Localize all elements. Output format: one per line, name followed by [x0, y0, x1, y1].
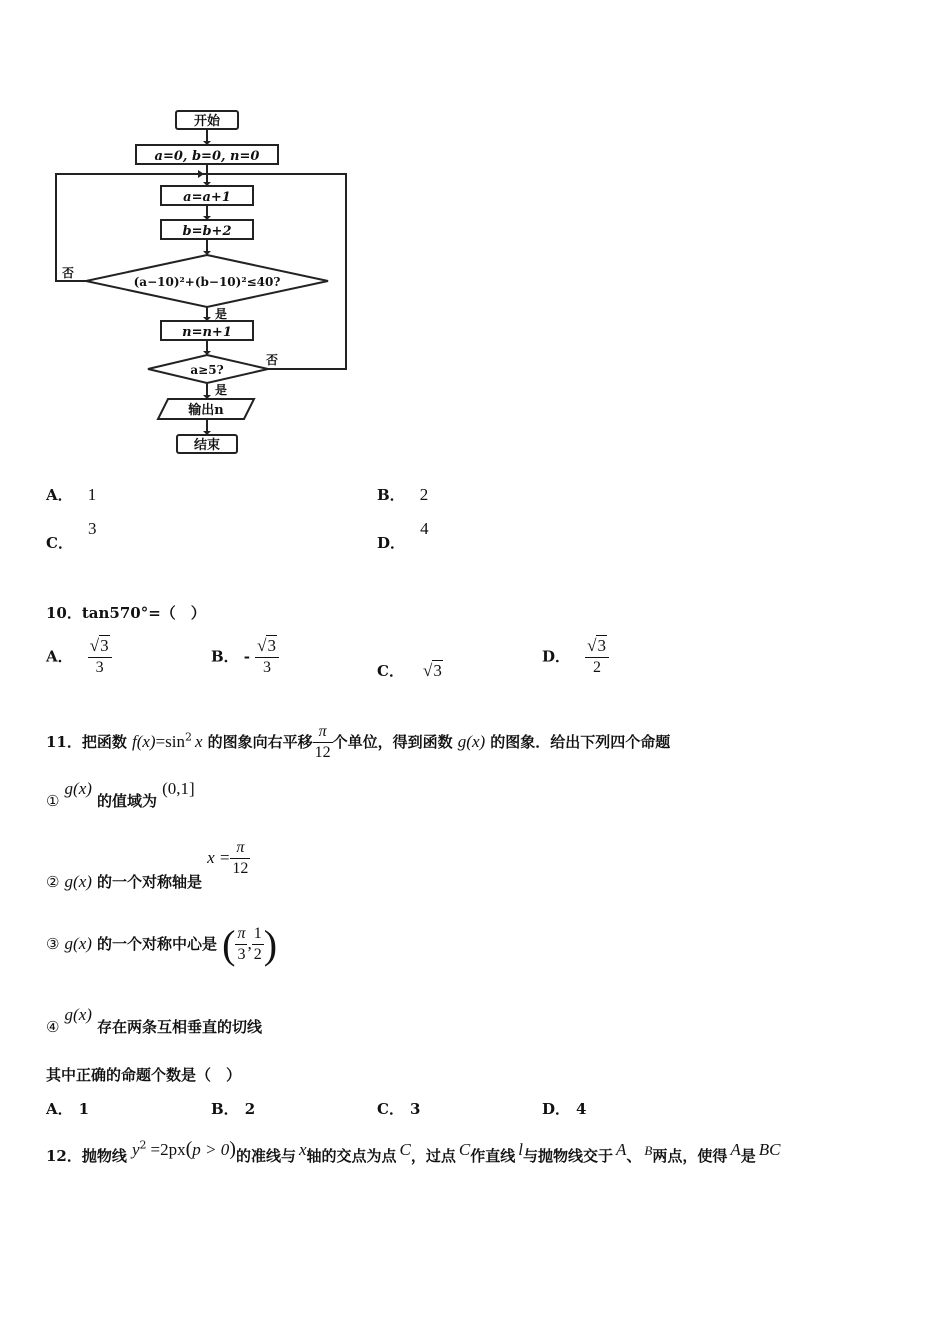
q11-option-c[interactable]: C． 3: [377, 1100, 421, 1118]
q11-proposition-1: ① g(x) 的值域为 (0,1]: [46, 779, 195, 810]
q11-proposition-4: ④ g(x) 存在两条互相垂直的切线: [46, 1005, 263, 1036]
q9-option-d[interactable]: D． 4: [377, 519, 429, 552]
q11-stem: 11．把函数 $f(x)=\sin^2$ x 的图象向右平移 $\frac{\pi}{12}$ 个单位，得到函数 g(x) 的图象．给出下列四个命题: [46, 723, 671, 761]
q11-proposition-3: ③ g(x) 的一个对称中心是 ( $\frac{\pi}{3}$ , $\frac{1}{2}$ ): [46, 922, 278, 967]
q10-number: 10．: [46, 604, 82, 622]
no1-label: 否: [61, 266, 75, 280]
cond1-label: (a−10)²+(b−10)²≤40?: [133, 275, 281, 289]
q9-option-a[interactable]: A． 1: [46, 485, 97, 504]
start-label: 开始: [193, 114, 221, 129]
q12-stem: 12．抛物线 $y^2 =2px(p > 0)$的准线与 x轴的交点为点 C，过点 C作直线 l与抛物线交于 A、 B两点，使得 A是 BC: [46, 1138, 781, 1165]
yes1-label: 是: [214, 307, 228, 321]
yes2-label: 是: [214, 383, 228, 397]
q9-option-b[interactable]: B． 2: [377, 485, 429, 504]
q11-question: 其中正确的命题个数是（ ）: [46, 1066, 242, 1084]
output-label: 输出n: [188, 403, 224, 418]
q11-option-a[interactable]: A． 1: [46, 1100, 90, 1118]
q11-option-b[interactable]: B． 2: [211, 1100, 256, 1118]
q11-option-d[interactable]: D． 4: [542, 1100, 587, 1118]
init-label: a=0, b=0, n=0: [154, 149, 260, 164]
step-n-label: n=n+1: [182, 325, 232, 340]
flowchart: [40, 105, 360, 465]
q9-option-c[interactable]: C． 3: [46, 519, 97, 552]
cond2-label: a≥5?: [190, 363, 224, 377]
q10-option-a[interactable]: A． $\frac{√3}{3}$: [46, 636, 112, 678]
step-a-label: a=a+1: [183, 190, 231, 205]
q10-option-c[interactable]: C． √3: [377, 661, 442, 680]
q10-text: tan570°=（ ）: [81, 604, 206, 622]
no2-label: 否: [265, 353, 279, 367]
q10-stem: [46, 602, 206, 623]
q10-option-d[interactable]: D． $\frac{√3}{2}$: [542, 636, 609, 678]
q10-option-b[interactable]: B． - $\frac{√3}{3}$: [211, 636, 279, 678]
q11-proposition-2: ② g(x) 的一个对称轴是 x = $\frac{\pi}{12}$: [46, 839, 249, 891]
step-b-label: b=b+2: [182, 224, 232, 239]
end-label: 结束: [193, 438, 221, 453]
